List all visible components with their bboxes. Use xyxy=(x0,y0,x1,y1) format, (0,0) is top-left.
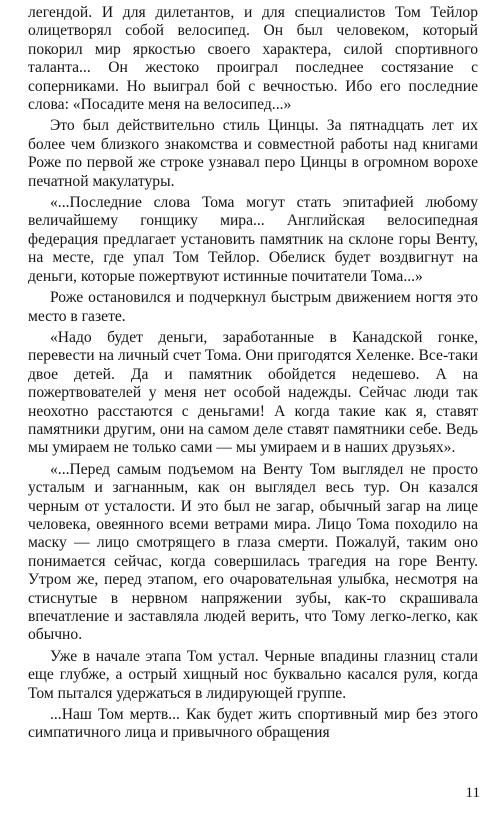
paragraph: Это был действительно стиль Цинцы. За пятнадцать лет их более чем близкого знакомства и совместной работы над книгами Роже по первой же строке узнавал перо Цинцы в огромном ворохе печатной макулатуры. xyxy=(28,117,478,190)
paragraph: Уже в начале этапа Том устал. Черные впадины глазниц стали еще глубже, а острый хищный нос буквально касался руля, когда Том пытался удержаться в лидирующей группе. xyxy=(28,647,478,702)
paragraph: «Надо будет деньги, заработанные в Канадской гонке, перевести на личный счет Тома. Они пригодятся Хеленке. Все-таки двое детей. Да и памятник обойдется недешево. А на пожертвователей у меня нет особой надежды. Сейчас люди так неохотно расстаются с деньгами! А когда такие как я, ставят памятники другим, они на самом деле ставят памятники себе. Ведь мы умираем не только сами — мы умираем и в наших друзьях». xyxy=(28,328,478,457)
paragraph: легендой. И для дилетантов, и для специалистов Том Тейлор олицетворял собой велосипед. Он был человеком, который покорил мир яркостью своего характера, силой спортивного таланта... Он жестоко проиграл последнее состязание с соперниками. Но выиграл бой с вечностью. Ибо его последние слова: «Посадите меня на велосипед...» xyxy=(28,4,478,114)
paragraph: «...Последние слова Тома могут стать эпитафией любому величайшему гонщику мира... Английская велосипедная федерация предлагает установить памятник на склоне горы Венту, на месте, где упал Том Тейлор. Обелиск будет воздвигнут на деньги, которые пожертвуют истинные почитатели Тома...» xyxy=(28,194,478,285)
paragraph: ...Наш Том мертв... Как будет жить спортивный мир без этого симпатичного лица и привычного обращения xyxy=(28,706,478,742)
paragraph: «...Перед самым подъемом на Венту Том выглядел не просто усталым и загнанным, как он выглядел весь тур. Он казался черным от усталости. И это был не загар, обычный загар на лице человека, овеянного всеми ветрами мира. Лицо Тома походило на маску — лицо смотрящего в глаза смерти. Пожалуй, таким оно понимается сейчас, когда совершилась трагедия на горе Венту. Утром же, перед этапом, его очаровательная улыбка, несмотря на стиснутые в нервном напряжении зубы, как-то скрашивала впечатление и заставляла людей верить, что Тому легко-легко, как обычно. xyxy=(28,460,478,644)
book-page-text xyxy=(28,4,478,746)
page-number: 11 xyxy=(465,785,480,801)
paragraph: Роже остановился и подчеркнул быстрым движением ногтя это место в газете. xyxy=(28,289,478,325)
